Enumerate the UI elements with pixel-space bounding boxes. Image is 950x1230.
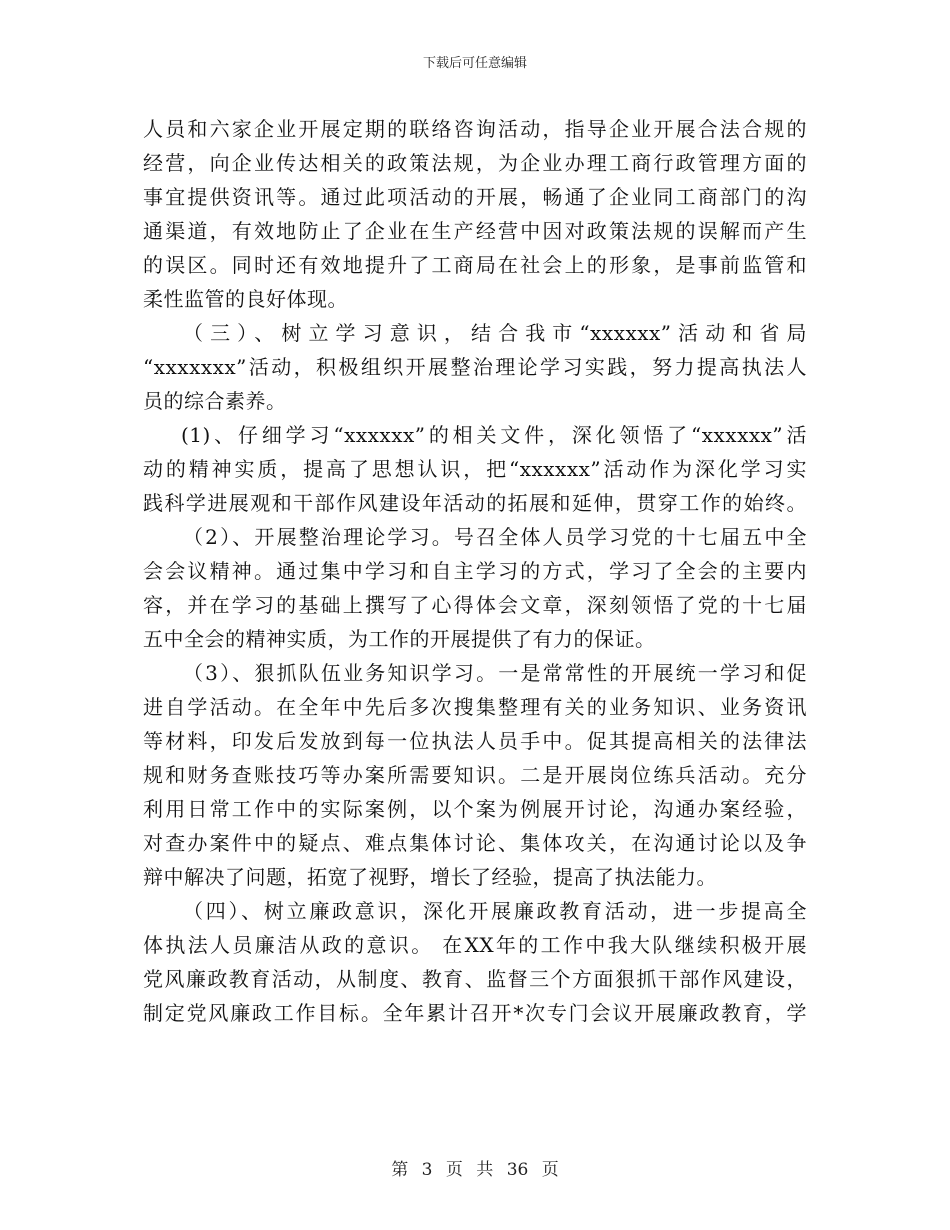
text-line: 利用日常工作中的实际案例，以个案为例展开讨论，沟通办案经验， — [143, 797, 807, 821]
text-line: 五中全会的精神实质，为工作的开展提供了有力的保证。 — [143, 627, 656, 651]
text-line: 员的综合素养。 — [143, 389, 287, 413]
text-line: 的误区。同时还有效地提升了工商局在社会上的形象，是事前监管和 — [143, 253, 807, 277]
text-line: （三）、树立学习意识，结合我市“xxxxxx”活动和省局 — [183, 321, 807, 345]
text-line: 会会议精神。通过集中学习和自主学习的方式，学习了全会的主要内 — [143, 559, 807, 583]
text-line: （四）、树立廉政意识，深化开展廉政教育活动，进一步提高全 — [183, 899, 807, 923]
text-line: 党风廉政教育活动，从制度、教育、监督三个方面狠抓干部作风建设， — [143, 967, 807, 991]
text-line: 践科学进展观和干部作风建设年活动的拓展和延伸，贯穿工作的始终。 — [143, 491, 807, 515]
text-line: （3）、狠抓队伍业务知识学习。一是常常性的开展统一学习和促 — [183, 661, 807, 685]
text-line: 等材料，印发后发放到每一位执法人员手中。促其提高相关的法律法 — [143, 729, 807, 753]
text-line: “xxxxxxx”活动，积极组织开展整治理论学习实践，努力提高执法人 — [143, 355, 807, 379]
text-line: 经营，向企业传达相关的政策法规，为企业办理工商行政管理方面的 — [143, 151, 807, 175]
text-line: 通渠道，有效地防止了企业在生产经营中因对政策法规的误解而产生 — [143, 219, 807, 243]
text-line: 人员和六家企业开展定期的联络咨询活动，指导企业开展合法合规的 — [143, 117, 807, 141]
text-line: 动的精神实质，提高了思想认识，把“xxxxxx”活动作为深化学习实 — [143, 457, 807, 481]
body-text — [143, 112, 807, 1030]
text-line: 辩中解决了问题，拓宽了视野，增长了经验，提高了执法能力。 — [143, 865, 717, 889]
page-header: 下载后可任意编辑 — [422, 56, 527, 71]
text-line: 进自学活动。在全年中先后多次搜集整理有关的业务知识、业务资讯 — [143, 695, 807, 719]
text-line: （2）、开展整治理论学习。号召全体人员学习党的十七届五中全 — [183, 525, 807, 549]
page-footer: 第 3 页 共 36 页 — [391, 1160, 559, 1180]
text-line: 容，并在学习的基础上撰写了心得体会文章，深刻领悟了党的十七届 — [143, 593, 807, 617]
text-line: 规和财务查账技巧等办案所需要知识。二是开展岗位练兵活动。充分 — [143, 763, 807, 787]
text-line: 体执法人员廉洁从政的意识。 在XX年的工作中我大队继续积极开展 — [143, 933, 807, 957]
text-line: 柔性监管的良好体现。 — [143, 287, 348, 311]
text-line: 对查办案件中的疑点、难点集体讨论、集体攻关，在沟通讨论以及争 — [143, 831, 807, 855]
text-line: 事宜提供资讯等。通过此项活动的开展，畅通了企业同工商部门的沟 — [143, 185, 807, 209]
text-line: (1)、仔细学习“xxxxxx”的相关文件，深化领悟了“xxxxxx”活 — [181, 423, 807, 447]
text-line: 制定党风廉政工作目标。全年累计召开*次专门会议开展廉政教育，学 — [143, 1001, 807, 1025]
